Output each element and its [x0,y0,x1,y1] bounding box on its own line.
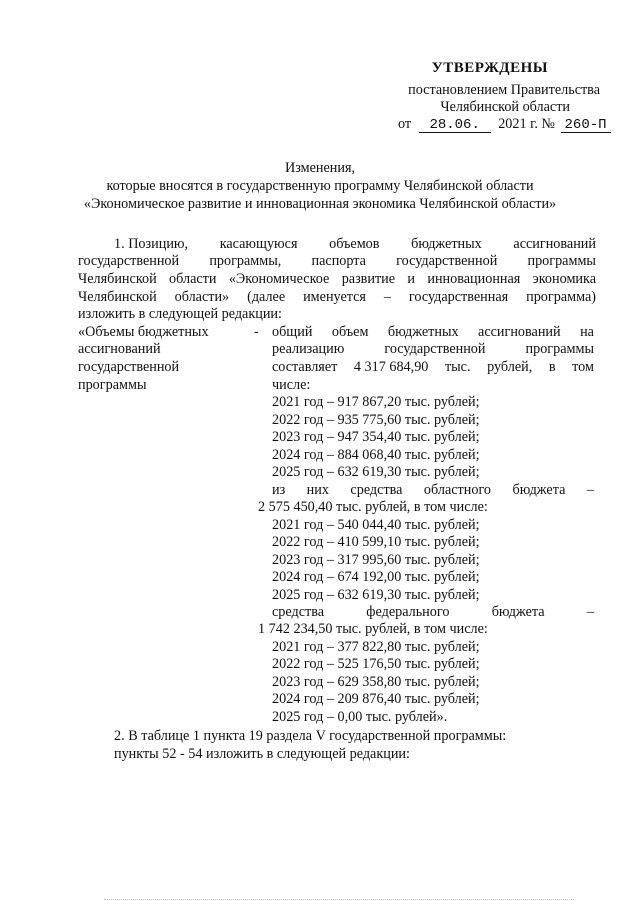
regional-year-2022: 2022 год – 410 599,10 тыс. рублей; [272,534,480,550]
total-year-2023: 2023 год – 947 354,40 тыс. рублей; [272,429,480,445]
scan-edge-line [104,899,574,901]
word: – [383,289,391,305]
federal-year-2025: 2025 год – 0,00 тыс. рублей». [272,709,448,725]
word: на [580,324,594,340]
passport-label-line-3: государственной [78,359,180,375]
approval-line-1: постановлением Правительства [408,82,600,98]
word: государственной [78,253,180,269]
total-year-2025: 2025 год – 632 619,30 тыс. рублей; [272,464,480,480]
approval-title: УТВЕРЖДЕНЫ [431,60,548,76]
regional-year-2025: 2025 год – 632 619,30 тыс. рублей; [272,587,480,603]
total-year-2021: 2021 год – 917 867,20 тыс. рублей; [272,394,480,410]
regional-year-2024: 2024 год – 674 192,00 тыс. рублей; [272,569,480,585]
word: программа) [526,289,596,305]
total-line-4: числе: [272,377,311,393]
word: рублей, [487,359,533,375]
approval-date: 28.06. [419,118,491,133]
word: тыс. [444,359,471,375]
word: и [407,271,416,287]
word: Челябинской [78,289,157,305]
approval-line-2: Челябинской области [440,99,570,115]
word: из [272,482,286,498]
word: паспорта [311,253,366,269]
word: (далее [247,289,286,305]
total-line-3 [272,359,594,376]
word: именуется [303,289,366,305]
word: – [586,482,594,498]
total-year-2024: 2024 год – 884 068,40 тыс. рублей; [272,447,480,463]
word: средства [350,482,403,498]
regional-budget-heading [272,482,594,499]
word: объем [331,324,369,340]
word: государственная [408,289,509,305]
from-label: от [398,116,412,132]
word: – [586,604,594,620]
federal-year-2022: 2022 год – 525 176,50 тыс. рублей; [272,656,480,672]
federal-budget-heading [272,604,594,621]
word: области [169,271,217,287]
word: бюджета [491,604,545,620]
federal-year-2024: 2024 год – 209 876,40 тыс. рублей; [272,691,480,707]
approval-date-line [398,116,611,133]
word: государственной [384,341,486,357]
word: средства [272,604,325,620]
passport-label-line-1: «Объемы бюджетных [78,324,209,340]
passport-label-line-2: ассигнований [78,341,161,357]
word: 1. Позицию, [114,236,189,252]
heading-line-3: «Экономическое развитие и инновационная экономика Челябинской области» [83,196,557,212]
word: государственной [396,253,498,269]
word: программы, [209,253,282,269]
word: реализацию [272,341,345,357]
column-separator: - [254,324,259,340]
word: общий [272,324,313,340]
word: инновационная [427,271,521,287]
word: 4 317 684,90 [353,359,429,375]
approval-year: 2021 г. № [498,116,555,132]
word: в [548,359,556,375]
word: развитие [341,271,396,287]
word: области» [174,289,230,305]
word: ассигнований [478,324,561,340]
word: бюджетных [387,324,459,340]
para2-line-2: пункты 52 - 54 изложить в следующей редакции: [114,746,410,762]
word: объемов [329,236,380,252]
word: экономика [532,271,596,287]
total-year-2022: 2022 год – 935 775,60 тыс. рублей; [272,412,480,428]
regional-year-2021: 2021 год – 540 044,40 тыс. рублей; [272,517,480,533]
word: бюджета [512,482,566,498]
word: ассигнований [513,236,596,252]
federal-year-2021: 2021 год – 377 822,80 тыс. рублей; [272,639,480,655]
approval-number: 260-П [561,118,611,133]
word: бюджетных [411,236,482,252]
heading-line-2: которые вносятся в государственную программу Челябинской области [106,178,534,194]
para1-line-2 [78,253,596,270]
para1-line-3 [78,271,596,288]
total-line-2 [272,341,594,358]
word: Челябинской [78,271,157,287]
federal-year-2023: 2023 год – 629 358,80 тыс. рублей; [272,674,480,690]
para2-line-1: 2. В таблице 1 пункта 19 раздела V государственной программы: [114,728,507,744]
word: программы [527,253,596,269]
passport-label-line-4: программы [78,377,147,393]
word: том [572,359,594,375]
word: федерального [366,604,450,620]
word: них [306,482,329,498]
para1-line-1 [114,236,596,253]
regional-budget-total: 2 575 450,40 тыс. рублей, в том числе: [258,499,488,515]
heading-line-1: Изменения, [284,160,356,176]
word: составляет [272,359,338,375]
total-line-1 [272,324,594,341]
word: программы [525,341,594,357]
regional-year-2023: 2023 год – 317 995,60 тыс. рублей; [272,552,480,568]
federal-budget-total: 1 742 234,50 тыс. рублей, в том числе: [258,621,488,637]
para1-line-4 [78,289,596,306]
word: областного [423,482,492,498]
word: «Экономическое [228,271,330,287]
para1-line-5: изложить в следующей редакции: [78,306,282,322]
word: касающуюся [219,236,298,252]
